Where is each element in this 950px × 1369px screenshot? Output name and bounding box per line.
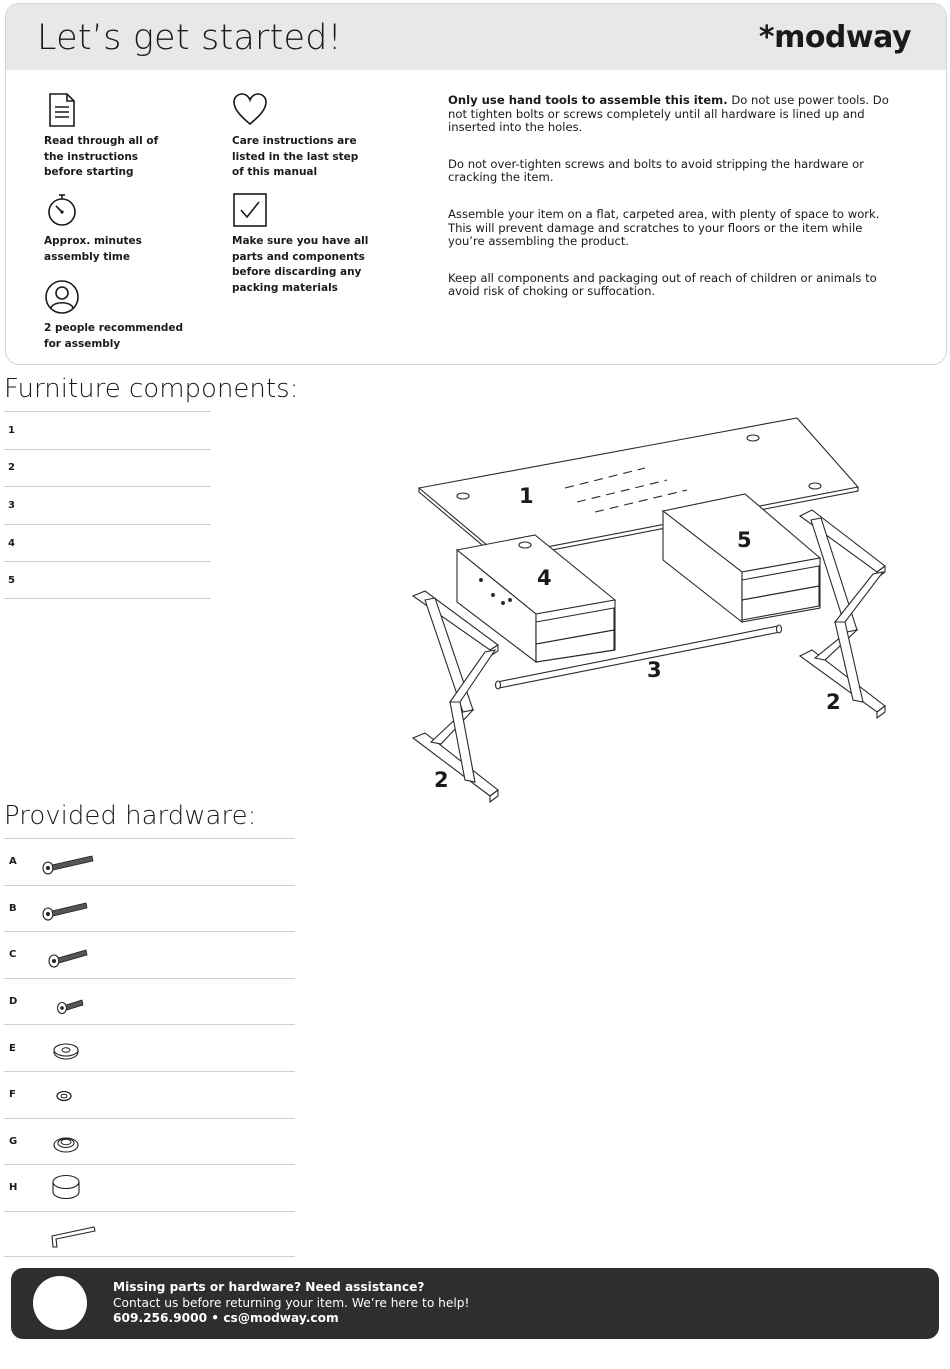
list-item: 5: [4, 561, 211, 599]
list-item: 3: [4, 486, 211, 524]
part-label-5: 5: [737, 528, 752, 552]
note: [448, 158, 898, 185]
hardware-label: E: [9, 1042, 16, 1054]
part-label-3: 3: [647, 658, 662, 682]
hardware-row: [4, 1024, 295, 1071]
person-icon: [44, 279, 80, 315]
note-text: Do not use power tools. Do not tighten bolts or screws completely until all hardware is lined up and inserted into the holes.: [448, 93, 889, 135]
safety-notes: [448, 94, 898, 322]
hardware-row: [4, 1211, 295, 1258]
components-list: [4, 411, 211, 599]
hardware-label: C: [9, 949, 17, 961]
round-pad-icon: [40, 1168, 100, 1208]
hardware-label: G: [9, 1135, 18, 1147]
hardware-row: [4, 885, 295, 932]
small-washer-icon: [40, 1075, 100, 1115]
hardware-row: [4, 1118, 295, 1165]
note: [448, 272, 898, 299]
hardware-label: H: [9, 1182, 18, 1194]
hardware-label: D: [9, 996, 18, 1008]
support-text: [113, 1280, 469, 1327]
hardware-row: [4, 1071, 295, 1118]
medium-bolt-icon: [40, 935, 100, 975]
intro-card: [5, 3, 947, 365]
components-title: Furniture components:: [4, 374, 299, 404]
ring-washer-icon: [40, 1121, 100, 1161]
support-footer: [11, 1268, 939, 1339]
hardware-row: [4, 978, 295, 1025]
part-label-2-left: 2: [434, 768, 449, 792]
long-bolt-icon: [40, 888, 100, 928]
brand-logo: *modway: [758, 20, 911, 55]
hardware-label: F: [9, 1089, 16, 1101]
note: [448, 94, 898, 135]
note: [448, 208, 898, 249]
hardware-list: [4, 838, 295, 1257]
short-bolt-icon: [40, 982, 100, 1022]
hardware-row: [4, 931, 295, 978]
part-label-4: 4: [537, 566, 552, 590]
tip-text: Make sure you have all parts and components before discarding any packing materials: [232, 235, 369, 294]
hardware-label: B: [9, 902, 17, 914]
list-item: 1: [4, 411, 211, 449]
hardware-title: Provided hardware:: [4, 801, 257, 831]
exploded-diagram: [405, 410, 895, 805]
allen-key-icon: [40, 1214, 100, 1254]
stopwatch-icon: [44, 192, 80, 228]
tip-text: 2 people recommended for assembly: [44, 322, 184, 350]
checkbox-icon: [232, 192, 268, 228]
list-item: 2: [4, 449, 211, 487]
leg-right: [800, 510, 885, 718]
part-label-1: 1: [519, 484, 534, 508]
support-heading: Missing parts or hardware? Need assistance?: [113, 1280, 425, 1294]
tip-care: [232, 92, 412, 181]
list-item: 4: [4, 524, 211, 562]
support-logo: [33, 1276, 87, 1330]
long-bolt-icon: [40, 842, 100, 882]
tip-assembly-time: [44, 192, 224, 265]
support-message: Contact us before returning your item. We’re here to help!: [113, 1295, 470, 1310]
heart-icon: [232, 92, 268, 128]
note-text: Do not over-tighten screws and bolts to avoid stripping the hardware or cracking the item.: [448, 156, 864, 185]
part-label-2-right: 2: [826, 690, 841, 714]
page-title: Let’s get started!: [37, 18, 342, 58]
tip-read-instructions: [44, 92, 224, 181]
intro-header: [6, 4, 946, 70]
support-contact[interactable]: 609.256.9000 • cs@modway.com: [113, 1311, 339, 1325]
hardware-row: [4, 1164, 295, 1211]
hardware-row: [4, 838, 295, 885]
tip-check-parts: [232, 192, 412, 296]
note-text: Assemble your item on a flat, carpeted area, with plenty of space to work. This will prevent damage and scratches to your floors or the item while you’re assembling the product.: [448, 206, 880, 249]
tip-text: Approx. minutes assembly time: [44, 235, 142, 263]
tip-text: Care instructions are listed in the last step of this manual: [232, 135, 359, 178]
tip-text: Read through all of the instructions before starting: [44, 135, 159, 178]
flat-washer-icon: [40, 1028, 100, 1068]
desk-drawing: [405, 410, 895, 805]
note-bold: Only use hand tools to assemble this item.: [448, 93, 728, 107]
hardware-label: A: [9, 856, 17, 868]
tip-people: [44, 279, 224, 352]
document-icon: [44, 92, 80, 128]
note-text: Keep all components and packaging out of reach of children or animals to avoid risk of choking or suffocation.: [448, 270, 877, 299]
